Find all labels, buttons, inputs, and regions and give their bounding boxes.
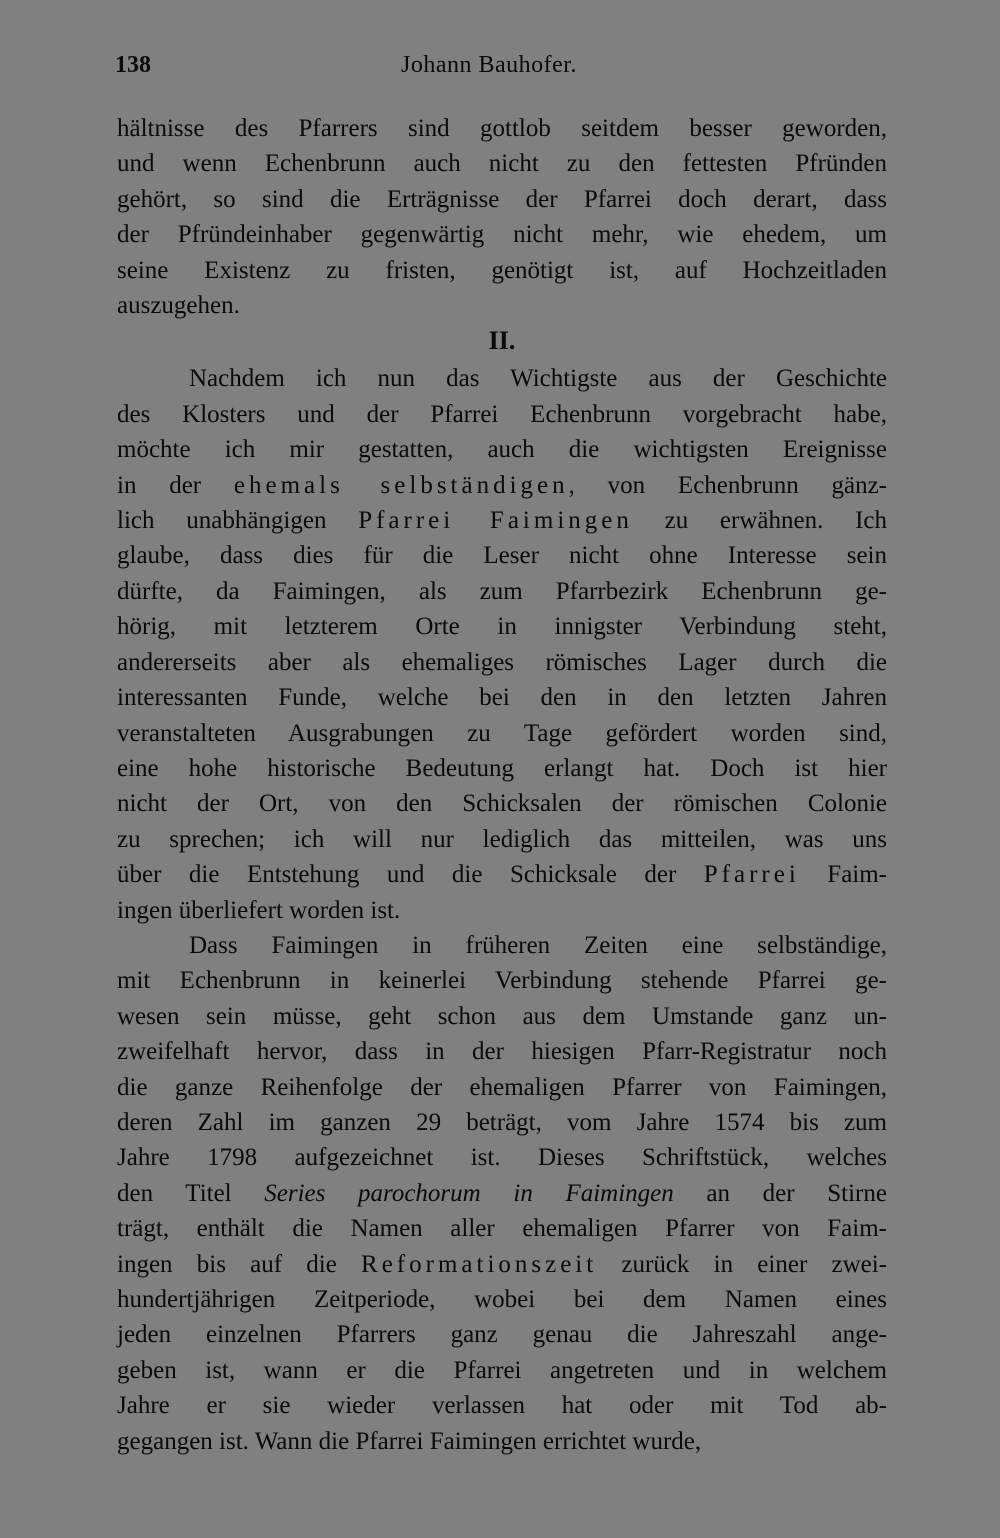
text-line: wesen sein müsse, geht schon aus dem Umstande ganz un-	[117, 1002, 887, 1030]
text-segment: , von Echenbrunn gänz-	[568, 471, 887, 499]
paragraph-1	[117, 111, 887, 323]
page-header	[115, 52, 885, 86]
text-segment: an der Stirne	[673, 1179, 887, 1207]
spaced-emphasis: Reformationszeit	[361, 1250, 598, 1278]
paragraph-3	[117, 928, 887, 1459]
spaced-emphasis: Pfarrei Faimingen	[358, 507, 633, 535]
text-segment: ingen bis auf die	[117, 1250, 362, 1278]
text-line: glaube, dass dies für die Leser nicht ohne Interesse sein	[117, 542, 887, 570]
text-line	[117, 503, 887, 538]
text-segment: in der	[117, 471, 234, 499]
text-line: jeden einzelnen Pfarrers ganz genau die Jahreszahl ange-	[117, 1321, 887, 1349]
text-line: hundertjährigen Zeitperiode, wobei bei dem Namen eines	[117, 1286, 887, 1313]
spaced-emphasis: ehemals selbständigen	[233, 471, 569, 499]
paragraph-2	[117, 361, 887, 928]
text-line: hältnisse des Pfarrers sind gottlob seitdem besser geworden,	[117, 115, 887, 142]
text-line: trägt, enthält die Namen aller ehemaligen Pfarrer von Faim-	[117, 1215, 887, 1243]
text-line: interessanten Funde, welche bei den in den letzten Jahren	[117, 684, 887, 712]
text-line: ingen überliefert worden ist.	[117, 896, 401, 924]
text-line: auszugehen.	[117, 292, 240, 320]
text-line	[117, 857, 887, 892]
text-line: gegangen ist. Wann die Pfarrei Faimingen errichtet wurde,	[117, 1427, 702, 1455]
text-segment: lich unabhängigen	[117, 507, 359, 535]
text-segment: den Titel	[117, 1179, 265, 1207]
text-line	[117, 468, 887, 503]
text-line: zu sprechen; ich will nur lediglich das mitteilen, was uns	[117, 825, 887, 853]
text-line: seine Existenz zu fristen, genötigt ist, auf Hochzeitladen	[117, 256, 887, 284]
text-line: eine hohe historische Bedeutung erlangt hat. Doch ist hier	[117, 754, 887, 782]
italic-title: Series parochorum in Faimingen	[264, 1179, 674, 1207]
text-line: möchte ich mir gestatten, auch die wichtigsten Ereignisse	[117, 436, 887, 464]
text-line: gehört, so sind die Erträgnisse der Pfarrei doch derart, dass	[117, 185, 887, 213]
text-line: des Klosters und der Pfarrei Echenbrunn vorgebracht habe,	[117, 400, 887, 428]
text-line: dürfte, da Faimingen, als zum Pfarrbezirk Echenbrunn ge-	[117, 577, 887, 605]
text-segment: Faim-	[799, 861, 888, 889]
text-line: Nachdem ich nun das Wichtigste aus der Geschichte	[189, 365, 887, 393]
text-line	[117, 1176, 887, 1211]
text-line: Jahre er sie wieder verlassen hat oder mit Tod ab-	[117, 1392, 887, 1420]
text-line: andererseits aber als ehemaliges römisches Lager durch die	[117, 648, 887, 676]
page-number: 138	[115, 52, 151, 78]
text-line: Dass Faimingen in früheren Zeiten eine selbständige,	[189, 931, 887, 959]
text-segment: zurück in einer zwei-	[597, 1250, 887, 1278]
spaced-emphasis: Pfarrei	[703, 861, 800, 889]
text-line: Jahre 1798 aufgezeichnet ist. Dieses Schriftstück, welches	[117, 1144, 887, 1172]
text-line: und wenn Echenbrunn auch nicht zu den fettesten Pfründen	[117, 150, 887, 178]
text-line: hörig, mit letzterem Orte in innigster Verbindung steht,	[117, 613, 887, 641]
text-line: mit Echenbrunn in keinerlei Verbindung stehende Pfarrei ge-	[117, 967, 887, 995]
text-line: zweifelhaft hervor, dass in der hiesigen Pfarr-Registratur noch	[117, 1038, 887, 1066]
text-line: der Pfründeinhaber gegenwärtig nicht mehr, wie ehedem, um	[117, 221, 887, 249]
running-head: Johann Bauhofer.	[401, 52, 577, 78]
text-segment: über die Entstehung und die Schicksale der	[117, 861, 704, 889]
text-segment: zu erwähnen. Ich	[632, 507, 887, 535]
text-line: nicht der Ort, von den Schicksalen der römischen Colonie	[117, 790, 887, 818]
text-line: die ganze Reihenfolge der ehemaligen Pfarrer von Faimingen,	[117, 1073, 887, 1101]
text-line: deren Zahl im ganzen 29 beträgt, vom Jahre 1574 bis zum	[117, 1108, 887, 1136]
section-heading: II.	[488, 326, 516, 356]
text-line	[117, 1247, 887, 1282]
body-text	[117, 111, 887, 1459]
text-line: geben ist, wann er die Pfarrei angetreten und in welchem	[117, 1356, 887, 1384]
text-line: veranstalteten Ausgrabungen zu Tage gefördert worden sind,	[117, 719, 887, 747]
